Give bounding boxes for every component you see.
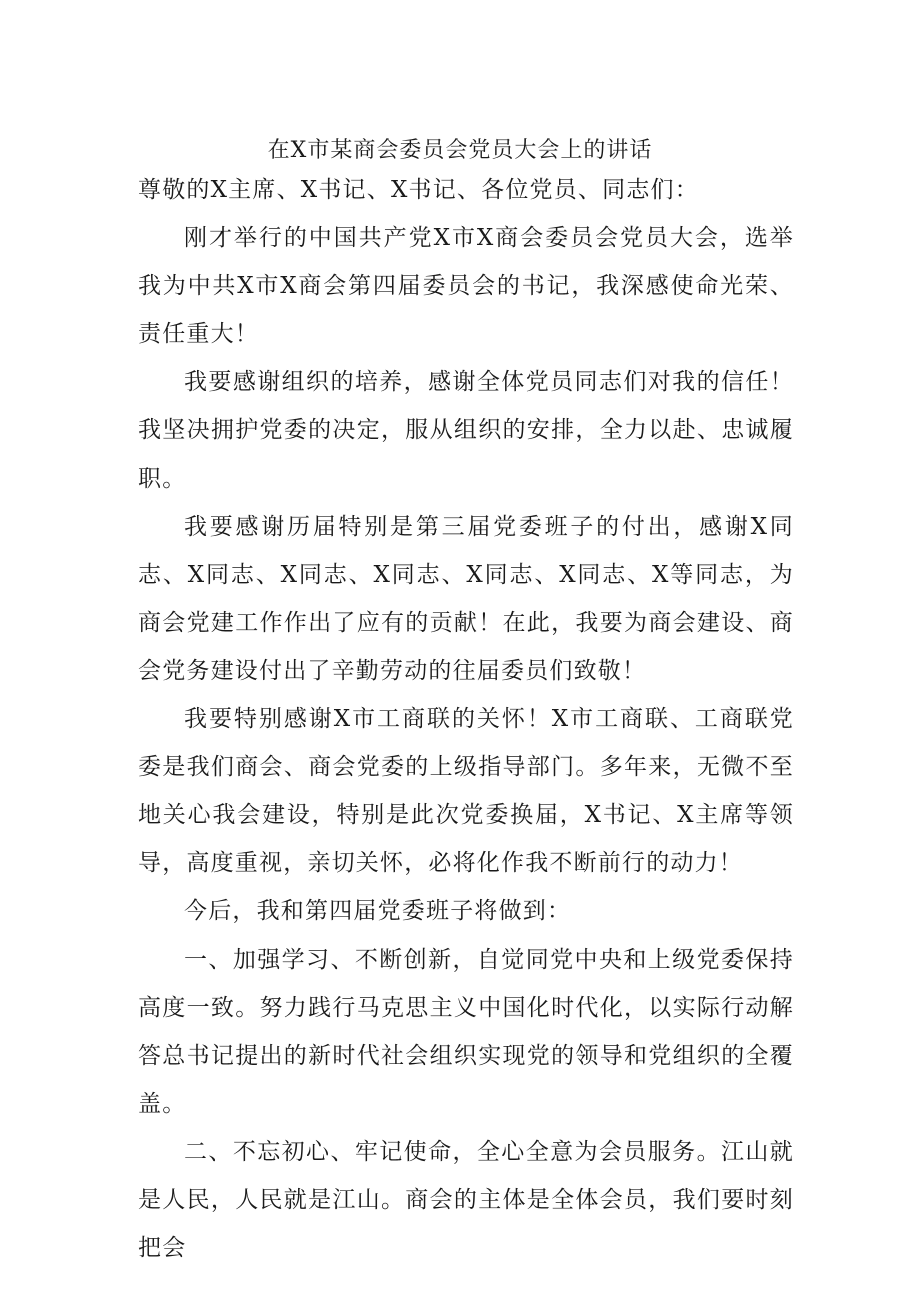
- paragraph-commitment-two: 二、不忘初心、牢记使命，全心全意为会员服务。江山就是人民，人民就是江山。商会的主体是全体会员，我们要时刻把会: [138, 1138, 794, 1262]
- paragraph-thanks-federation: 我要特别感谢X市工商联的关怀！X市工商联、工商联党委是我们商会、商会党委的上级指导部门。多年来，无微不至地关心我会建设，特别是此次党委换届，X书记、X主席等领导，高度重视，亲切关怀，必将化作我不断前行的动力！: [138, 706, 794, 877]
- paragraph-thanks-organization: 我要感谢组织的培养，感谢全体党员同志们对我的信任！我坚决拥护党委的决定，服从组织的安排，全力以赴、忠诚履职。: [138, 369, 794, 492]
- paragraph-thanks-previous-committee: 我要感谢历届特别是第三届党委班子的付出，感谢X同志、X同志、X同志、X同志、X同志、X同志、X等同志，为商会党建工作作出了应有的贡献！在此，我要为商会建设、商会党务建设付出了辛勤劳动的往届委员们致敬！: [138, 513, 794, 684]
- document-title: 在X市某商会委员会党员大会上的讲话: [267, 138, 653, 163]
- paragraph-election: 刚才举行的中国共产党X市X商会委员会党员大会，选举我为中共X市X商会第四届委员会的书记，我深感使命光荣、责任重大！: [138, 225, 794, 348]
- document-body: [138, 166, 794, 1272]
- salutation-paragraph: 尊敬的X主席、X书记、X书记、各位党员、同志们：: [138, 177, 699, 203]
- paragraph-commitment-one: 一、加强学习、不断创新，自觉同党中央和上级党委保持高度一致。努力践行马克思主义中国化时代化，以实际行动解答总书记提出的新时代社会组织实现党的领导和党组织的全覆盖。: [138, 946, 794, 1117]
- paragraph-commitments-intro: 今后，我和第四届党委班子将做到：: [184, 898, 572, 925]
